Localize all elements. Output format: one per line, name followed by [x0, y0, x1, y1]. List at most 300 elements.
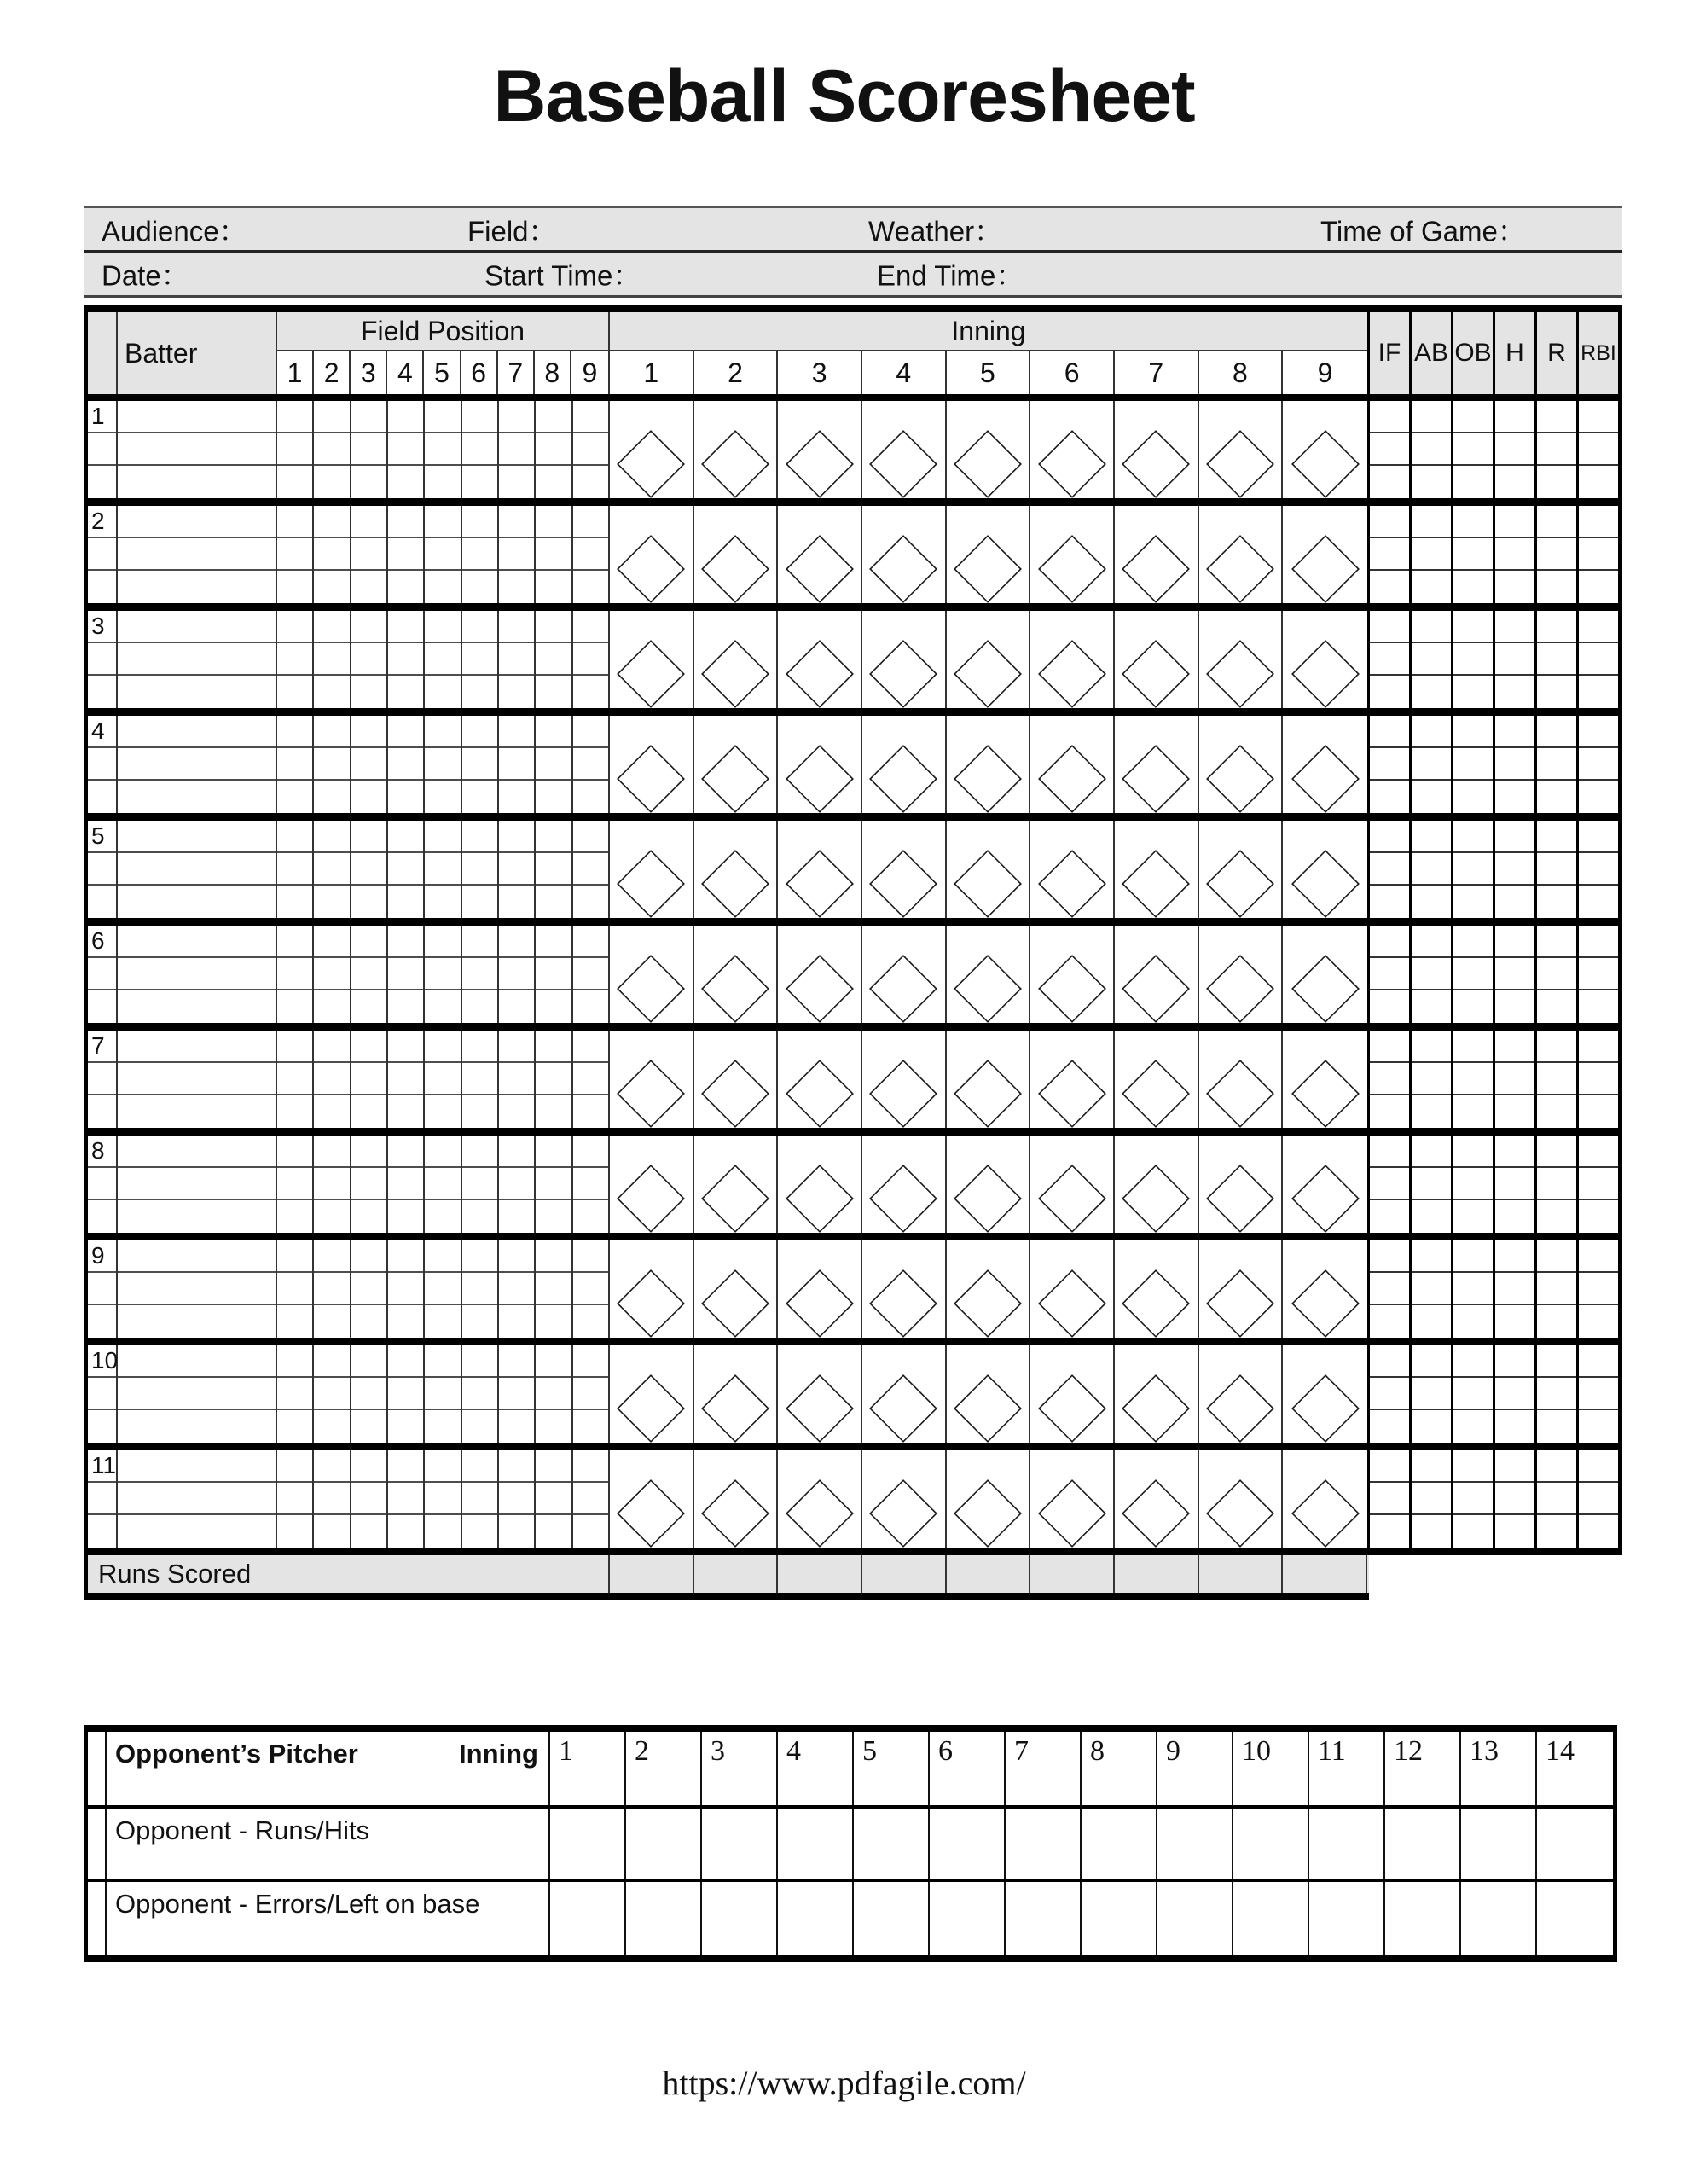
stat-cell[interactable]: [1579, 1450, 1618, 1483]
field-position-cell[interactable]: [388, 1410, 423, 1443]
field-position-cell[interactable]: [573, 433, 608, 466]
field-position-cell[interactable]: [277, 1450, 312, 1483]
stat-cell[interactable]: [1453, 1410, 1493, 1443]
inning-cell[interactable]: [1030, 401, 1115, 498]
field-position-cell[interactable]: [536, 1515, 571, 1548]
stat-cell[interactable]: [1370, 1063, 1409, 1095]
field-position-cell[interactable]: [277, 990, 312, 1023]
field-position-cell[interactable]: [314, 466, 349, 498]
stat-cell[interactable]: [1537, 886, 1576, 918]
stat-cell[interactable]: [1412, 1305, 1451, 1338]
opponent-runs-hits-cell[interactable]: [550, 1809, 626, 1879]
opponent-errors-cell[interactable]: [702, 1882, 778, 1955]
field-position-cell[interactable]: [425, 643, 460, 676]
stat-cell[interactable]: [1412, 506, 1451, 538]
field-position-cell[interactable]: [425, 1345, 460, 1378]
field-position-cell[interactable]: [499, 886, 534, 918]
inning-cell[interactable]: [694, 1240, 779, 1338]
field-position-cell[interactable]: [536, 643, 571, 676]
field-position-cell[interactable]: [351, 1031, 386, 1063]
stat-cell[interactable]: [1495, 1240, 1534, 1273]
stat-cell[interactable]: [1412, 990, 1451, 1023]
field-position-cell[interactable]: [314, 748, 349, 781]
field-position-cell[interactable]: [462, 1410, 497, 1443]
stat-cell[interactable]: [1453, 1031, 1493, 1063]
field-position-cell[interactable]: [573, 1200, 608, 1233]
batter-name-cell[interactable]: [118, 1168, 276, 1200]
inning-cell[interactable]: [1283, 1240, 1367, 1338]
field-position-cell[interactable]: [499, 1168, 534, 1200]
inning-cell[interactable]: [1199, 1345, 1284, 1443]
stat-cell[interactable]: [1537, 1450, 1576, 1483]
field-position-cell[interactable]: [351, 611, 386, 643]
opponent-runs-hits-cell[interactable]: [1233, 1809, 1309, 1879]
field-position-cell[interactable]: [573, 1450, 608, 1483]
stat-cell[interactable]: [1412, 466, 1451, 498]
stat-cell[interactable]: [1412, 781, 1451, 813]
field-position-cell[interactable]: [388, 433, 423, 466]
field-position-cell[interactable]: [277, 716, 312, 748]
stat-cell[interactable]: [1453, 643, 1493, 676]
field-position-cell[interactable]: [462, 821, 497, 853]
inning-cell[interactable]: [610, 611, 694, 708]
field-position-cell[interactable]: [314, 643, 349, 676]
inning-cell[interactable]: [694, 1136, 779, 1233]
field-position-cell[interactable]: [536, 1483, 571, 1515]
batter-name-cell[interactable]: [118, 1345, 276, 1378]
stat-cell[interactable]: [1370, 853, 1409, 886]
field-position-cell[interactable]: [573, 611, 608, 643]
stat-cell[interactable]: [1495, 1063, 1534, 1095]
field-position-cell[interactable]: [573, 958, 608, 990]
field-position-cell[interactable]: [462, 1063, 497, 1095]
stat-cell[interactable]: [1537, 853, 1576, 886]
batter-name-cell[interactable]: [118, 401, 276, 433]
field-position-cell[interactable]: [536, 611, 571, 643]
field-position-cell[interactable]: [314, 1063, 349, 1095]
stat-cell[interactable]: [1579, 676, 1618, 708]
stat-cell[interactable]: [1495, 1136, 1534, 1168]
inning-cell[interactable]: [862, 611, 947, 708]
stat-cell[interactable]: [1370, 821, 1409, 853]
field-position-cell[interactable]: [314, 1240, 349, 1273]
field-position-cell[interactable]: [388, 926, 423, 958]
field-position-cell[interactable]: [351, 1063, 386, 1095]
stat-cell[interactable]: [1579, 1345, 1618, 1378]
field-position-cell[interactable]: [462, 433, 497, 466]
stat-cell[interactable]: [1537, 401, 1576, 433]
stat-cell[interactable]: [1495, 1378, 1534, 1410]
field-position-cell[interactable]: [536, 1305, 571, 1338]
field-position-cell[interactable]: [499, 643, 534, 676]
field-position-cell[interactable]: [425, 401, 460, 433]
opponent-errors-cell[interactable]: [854, 1882, 930, 1955]
opponent-pitcher-inning-cell[interactable]: 12: [1385, 1732, 1461, 1805]
inning-cell[interactable]: [947, 1240, 1031, 1338]
field-position-cell[interactable]: [499, 1200, 534, 1233]
field-position-cell[interactable]: [499, 1515, 534, 1548]
field-position-cell[interactable]: [536, 676, 571, 708]
stat-cell[interactable]: [1495, 958, 1534, 990]
field-position-cell[interactable]: [277, 466, 312, 498]
field-position-cell[interactable]: [536, 1345, 571, 1378]
inning-cell[interactable]: [778, 1345, 862, 1443]
stat-cell[interactable]: [1412, 958, 1451, 990]
inning-cell[interactable]: [610, 1031, 694, 1128]
stat-cell[interactable]: [1412, 401, 1451, 433]
stat-cell[interactable]: [1579, 1240, 1618, 1273]
stat-cell[interactable]: [1412, 853, 1451, 886]
field-position-cell[interactable]: [425, 1095, 460, 1128]
inning-cell[interactable]: [1030, 1240, 1115, 1338]
inning-cell[interactable]: [1030, 1450, 1115, 1548]
field-position-cell[interactable]: [388, 1136, 423, 1168]
field-position-cell[interactable]: [462, 1345, 497, 1378]
field-position-cell[interactable]: [536, 401, 571, 433]
inning-cell[interactable]: [1115, 716, 1199, 813]
stat-cell[interactable]: [1495, 853, 1534, 886]
inning-cell[interactable]: [694, 401, 779, 498]
field-position-cell[interactable]: [536, 853, 571, 886]
field-position-cell[interactable]: [277, 538, 312, 571]
inning-cell[interactable]: [947, 401, 1031, 498]
inning-cell[interactable]: [1115, 1240, 1199, 1338]
stat-cell[interactable]: [1412, 1063, 1451, 1095]
stat-cell[interactable]: [1495, 821, 1534, 853]
field-position-cell[interactable]: [388, 748, 423, 781]
stat-cell[interactable]: [1495, 716, 1534, 748]
batter-name-cell[interactable]: [118, 1515, 276, 1548]
runs-scored-cell[interactable]: [862, 1555, 947, 1593]
stat-cell[interactable]: [1579, 1483, 1618, 1515]
inning-cell[interactable]: [1283, 1345, 1367, 1443]
field-position-cell[interactable]: [536, 1031, 571, 1063]
field-position-cell[interactable]: [573, 1031, 608, 1063]
field-position-cell[interactable]: [462, 748, 497, 781]
stat-cell[interactable]: [1537, 1410, 1576, 1443]
inning-cell[interactable]: [862, 821, 947, 918]
stat-cell[interactable]: [1412, 1273, 1451, 1305]
field-position-cell[interactable]: [388, 571, 423, 603]
stat-cell[interactable]: [1453, 1483, 1493, 1515]
stat-cell[interactable]: [1495, 466, 1534, 498]
stat-cell[interactable]: [1412, 1240, 1451, 1273]
stat-cell[interactable]: [1370, 1305, 1409, 1338]
field-position-cell[interactable]: [314, 401, 349, 433]
field-position-cell[interactable]: [388, 958, 423, 990]
opponent-runs-hits-cell[interactable]: [1461, 1809, 1537, 1879]
stat-cell[interactable]: [1495, 781, 1534, 813]
stat-cell[interactable]: [1537, 538, 1576, 571]
field-position-cell[interactable]: [388, 853, 423, 886]
field-position-cell[interactable]: [462, 716, 497, 748]
inning-cell[interactable]: [1283, 506, 1367, 603]
stat-cell[interactable]: [1453, 433, 1493, 466]
inning-cell[interactable]: [778, 1031, 862, 1128]
opponent-pitcher-inning-cell[interactable]: 9: [1157, 1732, 1233, 1805]
inning-cell[interactable]: [610, 1240, 694, 1338]
stat-cell[interactable]: [1453, 1305, 1493, 1338]
field-position-cell[interactable]: [277, 1345, 312, 1378]
field-position-cell[interactable]: [277, 676, 312, 708]
stat-cell[interactable]: [1370, 466, 1409, 498]
field-position-cell[interactable]: [351, 1273, 386, 1305]
opponent-errors-cell[interactable]: [1157, 1882, 1233, 1955]
field-position-cell[interactable]: [314, 1095, 349, 1128]
field-position-cell[interactable]: [499, 821, 534, 853]
field-position-cell[interactable]: [573, 990, 608, 1023]
field-position-cell[interactable]: [351, 466, 386, 498]
stat-cell[interactable]: [1453, 1136, 1493, 1168]
opponent-errors-cell[interactable]: [1233, 1882, 1309, 1955]
stat-cell[interactable]: [1579, 1095, 1618, 1128]
field-position-cell[interactable]: [536, 1273, 571, 1305]
field-position-cell[interactable]: [388, 1095, 423, 1128]
stat-cell[interactable]: [1537, 433, 1576, 466]
field-position-cell[interactable]: [425, 506, 460, 538]
field-position-cell[interactable]: [462, 676, 497, 708]
field-position-cell[interactable]: [536, 958, 571, 990]
field-position-cell[interactable]: [425, 433, 460, 466]
field-position-cell[interactable]: [499, 1273, 534, 1305]
stat-cell[interactable]: [1495, 506, 1534, 538]
stat-cell[interactable]: [1579, 1378, 1618, 1410]
stat-cell[interactable]: [1495, 990, 1534, 1023]
field-position-cell[interactable]: [351, 1305, 386, 1338]
field-position-cell[interactable]: [499, 1240, 534, 1273]
stat-cell[interactable]: [1579, 643, 1618, 676]
field-position-cell[interactable]: [462, 1483, 497, 1515]
field-position-cell[interactable]: [573, 538, 608, 571]
field-position-cell[interactable]: [499, 1031, 534, 1063]
field-position-cell[interactable]: [277, 506, 312, 538]
stat-cell[interactable]: [1370, 1345, 1409, 1378]
field-position-cell[interactable]: [536, 1136, 571, 1168]
inning-cell[interactable]: [778, 1136, 862, 1233]
stat-cell[interactable]: [1537, 1515, 1576, 1548]
inning-cell[interactable]: [862, 926, 947, 1023]
field-position-cell[interactable]: [351, 676, 386, 708]
stat-cell[interactable]: [1537, 1063, 1576, 1095]
batter-name-cell[interactable]: [118, 716, 276, 748]
stat-cell[interactable]: [1537, 1345, 1576, 1378]
field-position-cell[interactable]: [351, 1450, 386, 1483]
field-position-cell[interactable]: [573, 748, 608, 781]
field-position-cell[interactable]: [388, 1031, 423, 1063]
field-position-cell[interactable]: [499, 1063, 534, 1095]
inning-cell[interactable]: [778, 1450, 862, 1548]
field-position-cell[interactable]: [499, 571, 534, 603]
stat-cell[interactable]: [1453, 401, 1493, 433]
opponent-runs-hits-cell[interactable]: [1537, 1809, 1613, 1879]
field-position-cell[interactable]: [573, 1063, 608, 1095]
field-position-cell[interactable]: [388, 1240, 423, 1273]
field-position-cell[interactable]: [277, 926, 312, 958]
stat-cell[interactable]: [1453, 926, 1493, 958]
field-position-cell[interactable]: [277, 748, 312, 781]
field-position-cell[interactable]: [277, 1410, 312, 1443]
opponent-errors-cell[interactable]: [1461, 1882, 1537, 1955]
field-position-cell[interactable]: [462, 1378, 497, 1410]
inning-cell[interactable]: [778, 926, 862, 1023]
stat-cell[interactable]: [1412, 1378, 1451, 1410]
stat-cell[interactable]: [1579, 886, 1618, 918]
field-position-cell[interactable]: [425, 571, 460, 603]
field-position-cell[interactable]: [536, 1240, 571, 1273]
stat-cell[interactable]: [1495, 1200, 1534, 1233]
field-position-cell[interactable]: [536, 1450, 571, 1483]
batter-name-cell[interactable]: [118, 1273, 276, 1305]
field-position-cell[interactable]: [314, 1450, 349, 1483]
field-position-cell[interactable]: [425, 958, 460, 990]
batter-name-cell[interactable]: [118, 506, 276, 538]
stat-cell[interactable]: [1495, 886, 1534, 918]
stat-cell[interactable]: [1537, 781, 1576, 813]
runs-scored-cell[interactable]: [947, 1555, 1031, 1593]
stat-cell[interactable]: [1370, 401, 1409, 433]
field-position-cell[interactable]: [462, 1168, 497, 1200]
field-position-cell[interactable]: [425, 1515, 460, 1548]
opponent-runs-hits-cell[interactable]: [1157, 1809, 1233, 1879]
field-position-cell[interactable]: [388, 466, 423, 498]
batter-name-cell[interactable]: [118, 1378, 276, 1410]
stat-cell[interactable]: [1537, 1240, 1576, 1273]
stat-cell[interactable]: [1495, 571, 1534, 603]
stat-cell[interactable]: [1412, 643, 1451, 676]
field-position-cell[interactable]: [388, 990, 423, 1023]
batter-name-cell[interactable]: [118, 926, 276, 958]
field-position-cell[interactable]: [425, 781, 460, 813]
field-position-cell[interactable]: [388, 506, 423, 538]
field-position-cell[interactable]: [573, 643, 608, 676]
stat-cell[interactable]: [1537, 676, 1576, 708]
inning-cell[interactable]: [862, 1031, 947, 1128]
field-position-cell[interactable]: [425, 676, 460, 708]
batter-name-cell[interactable]: [118, 1305, 276, 1338]
field-position-cell[interactable]: [277, 1063, 312, 1095]
field-position-cell[interactable]: [425, 1410, 460, 1443]
inning-cell[interactable]: [947, 1136, 1031, 1233]
stat-cell[interactable]: [1370, 1095, 1409, 1128]
field-position-cell[interactable]: [462, 1515, 497, 1548]
stat-cell[interactable]: [1412, 1136, 1451, 1168]
opponent-runs-hits-cell[interactable]: [854, 1809, 930, 1879]
field-position-cell[interactable]: [573, 506, 608, 538]
field-position-cell[interactable]: [499, 1378, 534, 1410]
inning-cell[interactable]: [947, 821, 1031, 918]
field-position-cell[interactable]: [277, 1483, 312, 1515]
field-position-cell[interactable]: [462, 1031, 497, 1063]
field-position-cell[interactable]: [573, 1273, 608, 1305]
inning-cell[interactable]: [694, 821, 779, 918]
field-position-cell[interactable]: [462, 571, 497, 603]
field-position-cell[interactable]: [277, 1240, 312, 1273]
field-position-cell[interactable]: [351, 1345, 386, 1378]
inning-cell[interactable]: [1030, 716, 1115, 813]
stat-cell[interactable]: [1579, 506, 1618, 538]
field-position-cell[interactable]: [573, 1410, 608, 1443]
field-position-cell[interactable]: [314, 990, 349, 1023]
opponent-pitcher-inning-cell[interactable]: 6: [930, 1732, 1006, 1805]
inning-cell[interactable]: [1030, 1136, 1115, 1233]
batter-name-cell[interactable]: [118, 886, 276, 918]
field-position-cell[interactable]: [388, 643, 423, 676]
stat-cell[interactable]: [1579, 1063, 1618, 1095]
stat-cell[interactable]: [1453, 1450, 1493, 1483]
batter-name-cell[interactable]: [118, 781, 276, 813]
field-position-cell[interactable]: [573, 1168, 608, 1200]
stat-cell[interactable]: [1495, 433, 1534, 466]
inning-cell[interactable]: [947, 926, 1031, 1023]
field-position-cell[interactable]: [425, 466, 460, 498]
field-position-cell[interactable]: [499, 1305, 534, 1338]
field-position-cell[interactable]: [388, 781, 423, 813]
inning-cell[interactable]: [694, 926, 779, 1023]
opponent-runs-hits-cell[interactable]: [1309, 1809, 1385, 1879]
stat-cell[interactable]: [1370, 1410, 1409, 1443]
field-position-cell[interactable]: [388, 886, 423, 918]
stat-cell[interactable]: [1495, 1515, 1534, 1548]
stat-cell[interactable]: [1453, 781, 1493, 813]
stat-cell[interactable]: [1453, 466, 1493, 498]
field-position-cell[interactable]: [499, 611, 534, 643]
field-position-cell[interactable]: [499, 538, 534, 571]
field-position-cell[interactable]: [388, 1305, 423, 1338]
field-position-cell[interactable]: [351, 990, 386, 1023]
inning-cell[interactable]: [1199, 506, 1284, 603]
stat-cell[interactable]: [1370, 1483, 1409, 1515]
field-position-cell[interactable]: [573, 466, 608, 498]
opponent-errors-cell[interactable]: [778, 1882, 854, 1955]
field-position-cell[interactable]: [425, 1378, 460, 1410]
opponent-pitcher-inning-cell[interactable]: 5: [854, 1732, 930, 1805]
stat-cell[interactable]: [1537, 821, 1576, 853]
field-position-cell[interactable]: [499, 676, 534, 708]
batter-name-cell[interactable]: [118, 1450, 276, 1483]
stat-cell[interactable]: [1453, 748, 1493, 781]
stat-cell[interactable]: [1370, 926, 1409, 958]
field-position-cell[interactable]: [314, 1273, 349, 1305]
stat-cell[interactable]: [1495, 1450, 1534, 1483]
batter-name-cell[interactable]: [118, 1200, 276, 1233]
field-position-cell[interactable]: [314, 611, 349, 643]
batter-name-cell[interactable]: [118, 1031, 276, 1063]
field-position-cell[interactable]: [425, 1136, 460, 1168]
stat-cell[interactable]: [1579, 466, 1618, 498]
stat-cell[interactable]: [1579, 571, 1618, 603]
field-position-cell[interactable]: [277, 1031, 312, 1063]
inning-cell[interactable]: [1283, 1031, 1367, 1128]
inning-cell[interactable]: [1199, 611, 1284, 708]
field-position-cell[interactable]: [425, 716, 460, 748]
inning-cell[interactable]: [1283, 821, 1367, 918]
stat-cell[interactable]: [1495, 1031, 1534, 1063]
field-position-cell[interactable]: [499, 433, 534, 466]
stat-cell[interactable]: [1579, 926, 1618, 958]
stat-cell[interactable]: [1579, 611, 1618, 643]
stat-cell[interactable]: [1579, 781, 1618, 813]
inning-cell[interactable]: [862, 1136, 947, 1233]
stat-cell[interactable]: [1370, 1168, 1409, 1200]
inning-cell[interactable]: [610, 1450, 694, 1548]
inning-cell[interactable]: [778, 821, 862, 918]
field-position-cell[interactable]: [314, 958, 349, 990]
stat-cell[interactable]: [1537, 958, 1576, 990]
inning-cell[interactable]: [947, 506, 1031, 603]
stat-cell[interactable]: [1579, 401, 1618, 433]
field-position-cell[interactable]: [351, 716, 386, 748]
field-position-cell[interactable]: [351, 1136, 386, 1168]
